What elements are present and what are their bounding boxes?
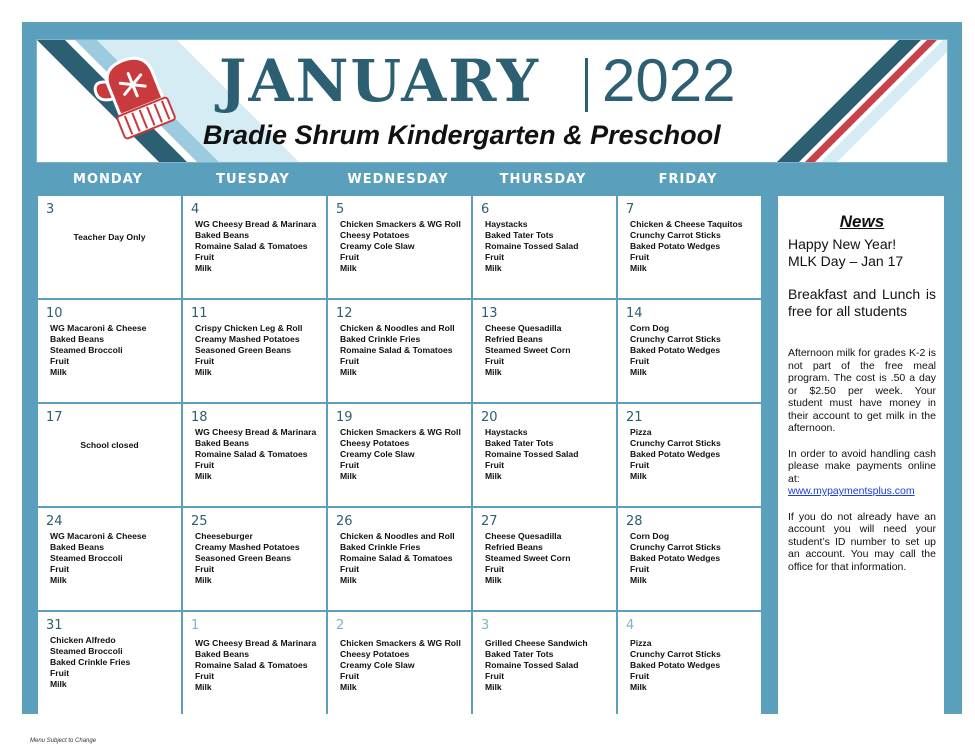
menu-item: Refried Beans bbox=[485, 334, 543, 344]
day-number: 4 bbox=[626, 618, 635, 633]
menu-item: Fruit bbox=[630, 252, 650, 262]
menu-list bbox=[340, 427, 467, 482]
menu-item: Fruit bbox=[630, 671, 650, 681]
day-number: 2 bbox=[336, 618, 345, 633]
day-note: School closed bbox=[80, 440, 139, 450]
title-month: JANUARY bbox=[219, 47, 541, 115]
menu-item: Chicken & Noodles and Roll bbox=[340, 323, 455, 333]
menu-item: Crunchy Carrot Sticks bbox=[630, 649, 721, 659]
header-banner bbox=[36, 39, 948, 163]
menu-item: Baked Beans bbox=[50, 542, 104, 552]
menu-item: Romaine Salad & Tomatoes bbox=[340, 553, 453, 563]
day-number: 1 bbox=[191, 618, 200, 633]
day-number: 18 bbox=[191, 410, 208, 425]
menu-item: Baked Potato Wedges bbox=[630, 449, 721, 459]
day-cell bbox=[473, 508, 616, 610]
menu-list bbox=[195, 323, 322, 378]
menu-list bbox=[195, 427, 322, 482]
menu-item: Fruit bbox=[485, 564, 505, 574]
news-mlk-day: MLK Day – Jan 17 bbox=[788, 253, 904, 269]
title-divider bbox=[585, 58, 588, 112]
menu-item: Steamed Broccoli bbox=[50, 553, 123, 563]
menu-item: Crunchy Carrot Sticks bbox=[630, 438, 721, 448]
menu-list bbox=[50, 531, 177, 586]
menu-item: Pizza bbox=[630, 638, 652, 648]
menu-item: Baked Tater Tots bbox=[485, 649, 554, 659]
day-cell bbox=[328, 300, 471, 402]
menu-list bbox=[340, 323, 467, 378]
menu-item: Baked Crinkle Fries bbox=[50, 657, 131, 667]
day-number: 25 bbox=[191, 514, 208, 529]
menu-list bbox=[485, 638, 612, 693]
menu-item: Milk bbox=[340, 682, 357, 692]
menu-item: Fruit bbox=[195, 356, 215, 366]
menu-item: Refried Beans bbox=[485, 542, 543, 552]
day-number: 10 bbox=[46, 306, 63, 321]
menu-item: Fruit bbox=[340, 460, 360, 470]
menu-item: Milk bbox=[340, 471, 357, 481]
menu-item: Cheese Quesadilla bbox=[485, 531, 562, 541]
news-account-info: If you do not already have an account you will need your student’s ID number to set up an account. You may call the office for that information. bbox=[788, 510, 936, 573]
day-cell bbox=[183, 300, 326, 402]
menu-item: Fruit bbox=[485, 671, 505, 681]
menu-item: Crunchy Carrot Sticks bbox=[630, 542, 721, 552]
menu-item: Baked Crinkle Fries bbox=[340, 542, 421, 552]
day-cell bbox=[618, 612, 761, 714]
menu-item: Milk bbox=[630, 575, 647, 585]
day-cell bbox=[473, 404, 616, 506]
menu-item: Romaine Salad & Tomatoes bbox=[195, 241, 308, 251]
news-milk-info: Afternoon milk for grades K-2 is not part of the free meal program. The cost is .50 a day or $2.50 per week. Your student must have money in their account to get milk in the afternoon. bbox=[788, 347, 936, 434]
menu-item: Fruit bbox=[195, 252, 215, 262]
menu-item: Fruit bbox=[630, 356, 650, 366]
day-number: 31 bbox=[46, 618, 63, 633]
menu-item: Baked Beans bbox=[195, 649, 249, 659]
school-name: Bradie Shrum Kindergarten & Preschool bbox=[203, 120, 721, 150]
menu-item: Fruit bbox=[485, 460, 505, 470]
day-cell bbox=[473, 300, 616, 402]
day-number: 20 bbox=[481, 410, 498, 425]
menu-list bbox=[340, 219, 467, 274]
menu-item: Fruit bbox=[50, 564, 70, 574]
day-number: 3 bbox=[481, 618, 490, 633]
menu-item: Fruit bbox=[195, 671, 215, 681]
menu-item: Chicken Smackers & WG Roll bbox=[340, 638, 461, 648]
menu-list bbox=[485, 531, 612, 586]
news-panel bbox=[778, 196, 944, 714]
day-cell bbox=[618, 508, 761, 610]
menu-item: Fruit bbox=[340, 356, 360, 366]
day-header-friday: FRIDAY bbox=[658, 172, 718, 187]
menu-item: Creamy Cole Slaw bbox=[340, 449, 415, 459]
day-number: 14 bbox=[626, 306, 643, 321]
day-cell bbox=[38, 508, 181, 610]
news-title: News bbox=[839, 212, 885, 231]
menu-item: Fruit bbox=[195, 564, 215, 574]
menu-item: Milk bbox=[195, 471, 212, 481]
menu-item: Milk bbox=[485, 471, 502, 481]
menu-item: Milk bbox=[195, 367, 212, 377]
menu-list bbox=[630, 427, 757, 482]
day-cell bbox=[183, 612, 326, 714]
menu-item: Baked Beans bbox=[195, 230, 249, 240]
menu-item: Fruit bbox=[340, 671, 360, 681]
menu-item: Romaine Salad & Tomatoes bbox=[195, 449, 308, 459]
menu-item: Milk bbox=[340, 263, 357, 273]
day-cell bbox=[183, 508, 326, 610]
menu-item: Cheeseburger bbox=[195, 531, 253, 541]
day-number: 17 bbox=[46, 410, 63, 425]
menu-item: Baked Tater Tots bbox=[485, 230, 554, 240]
day-number: 12 bbox=[336, 306, 353, 321]
menu-item: Baked Crinkle Fries bbox=[340, 334, 421, 344]
menu-item: Fruit bbox=[630, 564, 650, 574]
menu-list bbox=[630, 219, 757, 274]
menu-item: Milk bbox=[630, 367, 647, 377]
menu-item: Fruit bbox=[485, 356, 505, 366]
menu-item: Baked Tater Tots bbox=[485, 438, 554, 448]
menu-item: Milk bbox=[195, 575, 212, 585]
payment-link[interactable]: www.mypaymentsplus.com bbox=[788, 485, 915, 497]
menu-item: Milk bbox=[485, 682, 502, 692]
day-number: 5 bbox=[336, 202, 345, 217]
menu-item: Haystacks bbox=[485, 219, 528, 229]
menu-list bbox=[630, 531, 757, 586]
day-header-thursday: THURSDAY bbox=[499, 172, 587, 187]
menu-item: Milk bbox=[485, 367, 502, 377]
menu-item: Cheese Quesadilla bbox=[485, 323, 562, 333]
news-new-year: Happy New Year! bbox=[788, 236, 897, 252]
menu-item: Haystacks bbox=[485, 427, 528, 437]
menu-list bbox=[630, 323, 757, 378]
day-cell bbox=[38, 612, 181, 714]
menu-item: Milk bbox=[340, 575, 357, 585]
menu-item: WG Macaroni & Cheese bbox=[50, 531, 147, 541]
day-cell bbox=[328, 508, 471, 610]
menu-item: Milk bbox=[485, 575, 502, 585]
menu-item: Milk bbox=[50, 575, 67, 585]
menu-list bbox=[195, 219, 322, 274]
menu-item: Baked Potato Wedges bbox=[630, 345, 721, 355]
menu-item: Baked Beans bbox=[195, 438, 249, 448]
menu-item: Fruit bbox=[485, 252, 505, 262]
menu-list bbox=[485, 427, 612, 482]
menu-item: Seasoned Green Beans bbox=[195, 553, 292, 563]
day-cell bbox=[473, 196, 616, 298]
menu-list bbox=[340, 638, 467, 693]
day-cell bbox=[473, 612, 616, 714]
day-cell bbox=[38, 196, 181, 298]
day-cell bbox=[618, 300, 761, 402]
menu-item: Corn Dog bbox=[630, 323, 670, 333]
menu-list bbox=[195, 638, 322, 693]
menu-item: WG Macaroni & Cheese bbox=[50, 323, 147, 333]
day-header-wednesday: WEDNESDAY bbox=[347, 172, 449, 187]
menu-item: Creamy Mashed Potatoes bbox=[195, 334, 300, 344]
menu-list bbox=[340, 531, 467, 586]
menu-item: Chicken & Noodles and Roll bbox=[340, 531, 455, 541]
day-note: Teacher Day Only bbox=[73, 232, 146, 242]
menu-item: Milk bbox=[630, 471, 647, 481]
day-cell bbox=[618, 196, 761, 298]
day-cell bbox=[618, 404, 761, 506]
menu-item: Fruit bbox=[50, 668, 70, 678]
menu-item: WG Cheesy Bread & Marinara bbox=[195, 427, 317, 437]
menu-item: Baked Potato Wedges bbox=[630, 660, 721, 670]
menu-item: Milk bbox=[340, 367, 357, 377]
menu-item: Romaine Tossed Salad bbox=[485, 660, 579, 670]
day-number: 28 bbox=[626, 514, 643, 529]
mitten-icon bbox=[87, 48, 187, 148]
menu-item: Cheesy Potatoes bbox=[340, 438, 410, 448]
menu-item: Steamed Sweet Corn bbox=[485, 345, 571, 355]
day-number: 24 bbox=[46, 514, 63, 529]
menu-item: Crunchy Carrot Sticks bbox=[630, 230, 721, 240]
day-number: 3 bbox=[46, 202, 55, 217]
day-number: 13 bbox=[481, 306, 498, 321]
menu-item: Fruit bbox=[340, 564, 360, 574]
news-free-meals: Breakfast and Lunch is free for all students bbox=[788, 286, 936, 319]
menu-item: Fruit bbox=[50, 356, 70, 366]
menu-item: Milk bbox=[50, 679, 67, 689]
day-cell bbox=[38, 404, 181, 506]
menu-item: Creamy Cole Slaw bbox=[340, 241, 415, 251]
day-number: 6 bbox=[481, 202, 490, 217]
day-number: 26 bbox=[336, 514, 353, 529]
menu-item: Milk bbox=[50, 367, 67, 377]
menu-item: Creamy Mashed Potatoes bbox=[195, 542, 300, 552]
day-cell bbox=[328, 612, 471, 714]
menu-item: Chicken Smackers & WG Roll bbox=[340, 219, 461, 229]
menu-item: Chicken & Cheese Taquitos bbox=[630, 219, 743, 229]
menu-list bbox=[195, 531, 322, 586]
menu-item: Cheesy Potatoes bbox=[340, 649, 410, 659]
day-number: 19 bbox=[336, 410, 353, 425]
news-payment-info: In order to avoid handling cash please make payments online at: bbox=[788, 447, 936, 485]
menu-item: Milk bbox=[195, 682, 212, 692]
menu-item: Chicken Alfredo bbox=[50, 635, 116, 645]
menu-list bbox=[630, 638, 757, 693]
menu-item: Corn Dog bbox=[630, 531, 670, 541]
menu-item: Creamy Cole Slaw bbox=[340, 660, 415, 670]
day-cell bbox=[328, 404, 471, 506]
menu-item: Cheesy Potatoes bbox=[340, 230, 410, 240]
day-header-monday: MONDAY bbox=[73, 172, 143, 187]
menu-item: WG Cheesy Bread & Marinara bbox=[195, 219, 317, 229]
menu-item: Crunchy Carrot Sticks bbox=[630, 334, 721, 344]
menu-item: Steamed Broccoli bbox=[50, 646, 123, 656]
menu-item: Milk bbox=[630, 682, 647, 692]
menu-item: Steamed Broccoli bbox=[50, 345, 123, 355]
day-number: 27 bbox=[481, 514, 498, 529]
menu-item: Milk bbox=[630, 263, 647, 273]
menu-item: Romaine Salad & Tomatoes bbox=[340, 345, 453, 355]
day-header-tuesday: TUESDAY bbox=[216, 172, 290, 187]
menu-item: Baked Potato Wedges bbox=[630, 241, 721, 251]
menu-item: Steamed Sweet Corn bbox=[485, 553, 571, 563]
day-cell bbox=[183, 196, 326, 298]
menu-list bbox=[485, 219, 612, 274]
menu-item: Milk bbox=[485, 263, 502, 273]
footer-note: Menu Subject to Change bbox=[30, 738, 97, 744]
menu-item: Romaine Tossed Salad bbox=[485, 449, 579, 459]
menu-item: Fruit bbox=[340, 252, 360, 262]
day-number: 7 bbox=[626, 202, 635, 217]
day-cell bbox=[328, 196, 471, 298]
menu-item: Baked Beans bbox=[50, 334, 104, 344]
menu-item: Grilled Cheese Sandwich bbox=[485, 638, 588, 648]
day-cell bbox=[38, 300, 181, 402]
menu-item: Romaine Tossed Salad bbox=[485, 241, 579, 251]
menu-item: Baked Potato Wedges bbox=[630, 553, 721, 563]
menu-list bbox=[485, 323, 612, 378]
day-number: 11 bbox=[191, 306, 208, 321]
menu-item: Seasoned Green Beans bbox=[195, 345, 292, 355]
menu-item: Crispy Chicken Leg & Roll bbox=[195, 323, 303, 333]
day-number: 4 bbox=[191, 202, 200, 217]
title-year: 2022 bbox=[602, 47, 736, 114]
menu-item: WG Cheesy Bread & Marinara bbox=[195, 638, 317, 648]
day-cell bbox=[183, 404, 326, 506]
day-number: 21 bbox=[626, 410, 643, 425]
menu-item: Fruit bbox=[630, 460, 650, 470]
menu-item: Fruit bbox=[195, 460, 215, 470]
menu-item: Romaine Salad & Tomatoes bbox=[195, 660, 308, 670]
menu-list bbox=[50, 635, 177, 690]
menu-item: Milk bbox=[195, 263, 212, 273]
menu-item: Pizza bbox=[630, 427, 652, 437]
menu-item: Chicken Smackers & WG Roll bbox=[340, 427, 461, 437]
menu-list bbox=[50, 323, 177, 378]
